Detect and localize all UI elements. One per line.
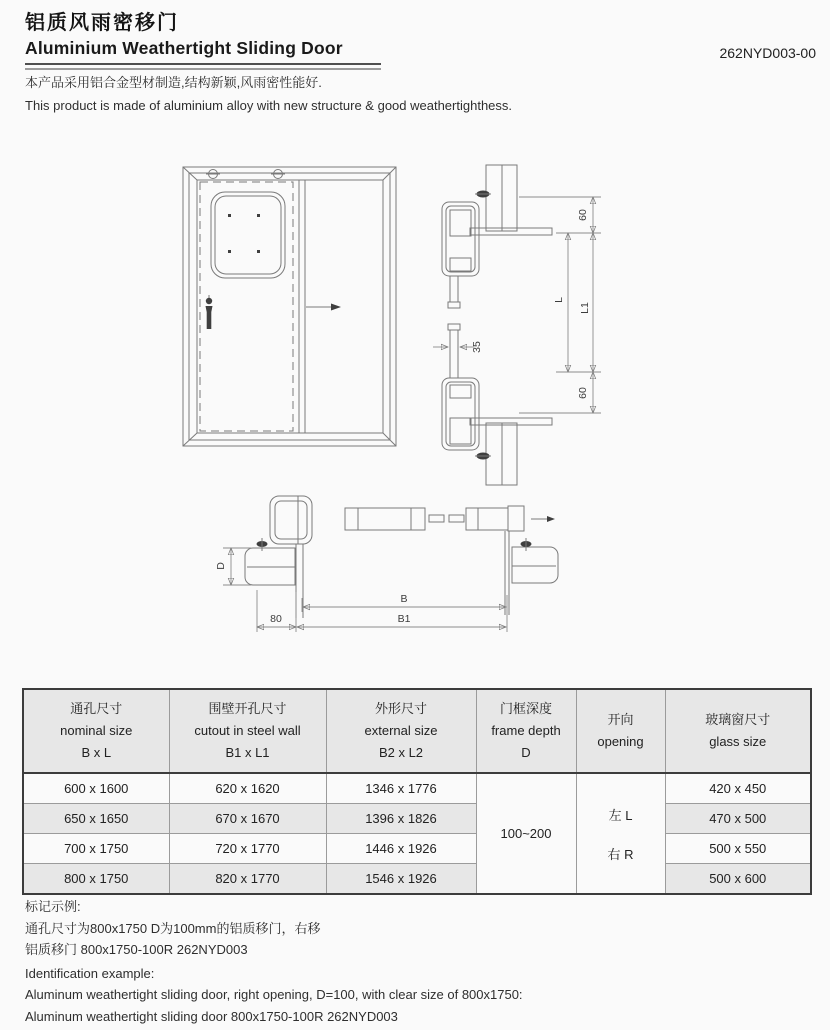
col-header-glass-size: [665, 689, 811, 773]
spec-table: [22, 688, 812, 895]
page-title-en: Aluminium Weathertight Sliding Door: [25, 38, 343, 58]
page-title-zh: 铝质风雨密移门: [25, 12, 179, 34]
cell-glass: 420 x 450: [665, 773, 811, 804]
cell-cutout: 720 x 1770: [169, 834, 326, 864]
cell-glass: 470 x 500: [665, 804, 811, 834]
col-header-sym: D: [521, 745, 531, 760]
dim-label-bottom-gap: 60: [577, 387, 589, 399]
title-block: [25, 6, 381, 70]
slide-direction-arrow-icon: [306, 304, 341, 311]
col-header-external-size: [326, 689, 476, 773]
col-header-zh: 玻璃窗尺寸: [705, 712, 771, 727]
col-header-frame-depth: [476, 689, 576, 773]
slide-direction-arrow-icon: [531, 516, 555, 522]
dim-label-top-gap: 60: [577, 209, 589, 221]
cell-glass: 500 x 600: [665, 864, 811, 895]
col-header-sym: B2 x L2: [378, 745, 424, 760]
example-label-zh: 标记示例:: [25, 899, 81, 914]
cell-nominal: 600 x 1600: [23, 773, 169, 804]
example-zh-line2: 铝质移门 800x1750-100R 262NYD003: [25, 942, 248, 957]
dim-label-width: B: [400, 593, 408, 605]
table-row: [23, 864, 811, 895]
dim-label-panel-thickness: 35: [471, 341, 483, 353]
dim-label-cutout-width: B1: [397, 613, 411, 625]
product-description: [25, 71, 512, 117]
dim-label-side-overlap: 80: [270, 613, 282, 625]
product-description-en: This product is made of aluminium alloy with new structure & good weathertighthess.: [25, 98, 513, 113]
col-header-en: glass size: [709, 734, 767, 749]
identification-example: [25, 896, 523, 1027]
col-header-sym: B x L: [81, 745, 112, 760]
cell-external: 1396 x 1826: [326, 804, 476, 834]
col-header-en: cutout in steel wall: [194, 723, 301, 738]
drawing-horizontal-section: [215, 496, 558, 632]
example-en-line1: Aluminum weathertight sliding door, right opening, D=100, with clear size of 800x1750:: [25, 987, 523, 1002]
col-header-zh: 外形尺寸: [374, 701, 427, 716]
door-handle-icon: [206, 295, 213, 329]
technical-drawings: [0, 140, 830, 670]
col-header-sym: B1 x L1: [225, 745, 270, 760]
product-description-zh: 本产品采用铝合金型材制造,结构新颖,风雨密性能好.: [25, 75, 322, 90]
cell-glass: 500 x 550: [665, 834, 811, 864]
col-header-opening: [576, 689, 665, 773]
cell-cutout: 620 x 1620: [169, 773, 326, 804]
dim-label-cutout-length: L1: [579, 302, 591, 314]
col-header-zh: 门框深度: [499, 701, 552, 716]
cell-nominal: 700 x 1750: [23, 834, 169, 864]
col-header-zh: 围壁开孔尺寸: [208, 701, 287, 716]
cell-nominal: 650 x 1650: [23, 804, 169, 834]
front-window: [211, 192, 285, 278]
title-underline: [25, 63, 381, 70]
doc-code: 262NYD003-00: [719, 45, 816, 61]
cell-cutout: 820 x 1770: [169, 864, 326, 895]
example-en-line2: Aluminum weathertight sliding door 800x1750-100R 262NYD003: [25, 1008, 398, 1024]
cell-external: 1346 x 1776: [326, 773, 476, 804]
col-header-en: external size: [364, 723, 438, 738]
table-header-row: [23, 689, 811, 773]
roller-icons: [206, 170, 285, 179]
col-header-en: opening: [597, 734, 644, 749]
drawing-front-view: [183, 167, 396, 446]
cell-cutout: 670 x 1670: [169, 804, 326, 834]
table-row: [23, 773, 811, 804]
dim-label-frame-depth: D: [215, 562, 227, 570]
drawing-vertical-section: [433, 165, 601, 485]
opening-right-label: 右 R: [607, 846, 634, 862]
example-label-en: Identification example:: [25, 965, 155, 981]
col-header-nominal-size: [23, 689, 169, 773]
col-header-zh: 通孔尺寸: [70, 701, 123, 716]
cell-frame-depth: 100~200: [476, 773, 576, 894]
cell-opening: [576, 773, 665, 894]
table-row: [23, 804, 811, 834]
cell-nominal: 800 x 1750: [23, 864, 169, 895]
front-door-leaf: [200, 182, 293, 431]
cell-external: 1546 x 1926: [326, 864, 476, 895]
cell-external: 1446 x 1926: [326, 834, 476, 864]
col-header-en: nominal size: [60, 723, 133, 738]
col-header-cutout: [169, 689, 326, 773]
opening-left-label: 左 L: [608, 807, 633, 823]
col-header-en: frame depth: [491, 723, 561, 738]
col-header-zh: 开向: [607, 712, 634, 727]
table-row: [23, 834, 811, 864]
example-zh-line1: 通孔尺寸为800x1750 D为100mm的铝质移门，右移: [25, 920, 321, 936]
dim-label-length: L: [553, 297, 565, 303]
